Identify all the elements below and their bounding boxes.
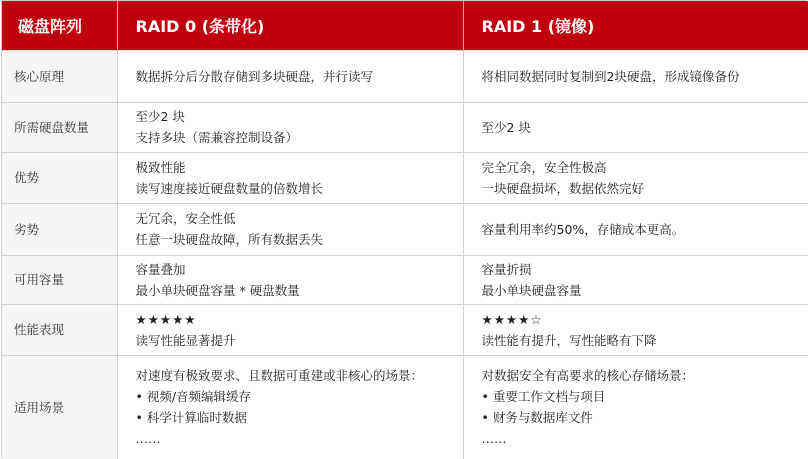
cell-line: 容量叠加 <box>135 261 186 277</box>
raid0-cell <box>117 102 463 152</box>
bullet-item: • 财务与数据库文件 <box>481 410 593 426</box>
row-label: 劣势 <box>2 203 117 255</box>
raid0-cell <box>117 203 463 255</box>
raid0-cell <box>117 50 463 102</box>
bullet-item: • 视频/音频编辑缓存 <box>135 389 252 405</box>
cell-line: 一块硬盘损坏，数据依然完好 <box>481 180 645 196</box>
cell-line: 极致性能 <box>135 159 186 175</box>
cell-line: 至少2 块 <box>481 119 531 135</box>
header-raid0: RAID 0 (条带化) <box>117 1 463 50</box>
row-label: 性能表现 <box>2 304 117 355</box>
cell-line: 对速度有极致要求、且数据可重建或非核心的场景： <box>135 368 424 384</box>
row-label: 所需硬盘数量 <box>2 102 117 152</box>
table-row <box>2 152 808 203</box>
table-row <box>2 355 808 459</box>
cell-line: 将相同数据同时复制到2块硬盘，形成镜像备份 <box>481 68 740 84</box>
row-label: 适用场景 <box>2 355 117 459</box>
bullet-item: • 重要工作文档与项目 <box>481 389 606 405</box>
cell-line: 读写速度接近硬盘数量的倍数增长 <box>135 180 324 196</box>
raid1-cell <box>463 304 808 355</box>
raid-comparison-table <box>2 1 808 459</box>
header-disk-array: 磁盘阵列 <box>2 1 117 50</box>
table-row <box>2 203 808 255</box>
raid1-cell <box>463 102 808 152</box>
header-raid1: RAID 1 (镜像) <box>463 1 808 50</box>
table-row <box>2 102 808 152</box>
cell-line: 完全冗余，安全性极高 <box>481 159 607 175</box>
cell-line: 容量利用率约50%，存储成本更高。 <box>481 221 685 237</box>
raid0-cell <box>117 255 463 304</box>
bullet-item: • 科学计算临时数据 <box>135 410 247 426</box>
table-row <box>2 50 808 102</box>
row-label: 核心原理 <box>2 50 117 102</box>
cell-line: 读性能有提升，写性能略有下降 <box>481 332 657 348</box>
cell-line: 无冗余，安全性低 <box>135 211 236 226</box>
ellipsis-line: …… <box>135 431 161 447</box>
cell-line: 容量折损 <box>481 261 532 277</box>
cell-line: 对数据安全有高要求的核心存储场景： <box>481 368 695 384</box>
comparison-table-container <box>1 0 807 458</box>
raid1-cell <box>463 152 808 203</box>
cell-line: 任意一块硬盘故障，所有数据丢失 <box>135 232 324 247</box>
raid1-cell <box>463 355 808 459</box>
raid1-cell <box>463 203 808 255</box>
cell-line: 至少2 块 <box>135 109 185 124</box>
star-rating: ★★★★☆ <box>481 311 543 327</box>
cell-line: 最小单块硬盘容量 <box>481 282 582 298</box>
raid0-cell <box>117 355 463 459</box>
table-row <box>2 304 808 355</box>
cell-line: 最小单块硬盘容量 * 硬盘数量 <box>135 282 300 298</box>
table-row <box>2 255 808 304</box>
raid0-cell <box>117 304 463 355</box>
cell-line: 读写性能显著提升 <box>135 332 236 348</box>
raid1-cell <box>463 50 808 102</box>
row-label: 可用容量 <box>2 255 117 304</box>
table-header-row <box>2 1 808 50</box>
cell-line: 数据拆分后分散存储到多块硬盘，并行读写 <box>135 68 374 84</box>
row-label: 优势 <box>2 152 117 203</box>
ellipsis-line: …… <box>481 431 507 447</box>
star-rating: ★★★★★ <box>135 311 197 327</box>
raid0-cell <box>117 152 463 203</box>
cell-line: 支持多块（需兼容控制设备） <box>135 130 299 145</box>
raid1-cell <box>463 255 808 304</box>
